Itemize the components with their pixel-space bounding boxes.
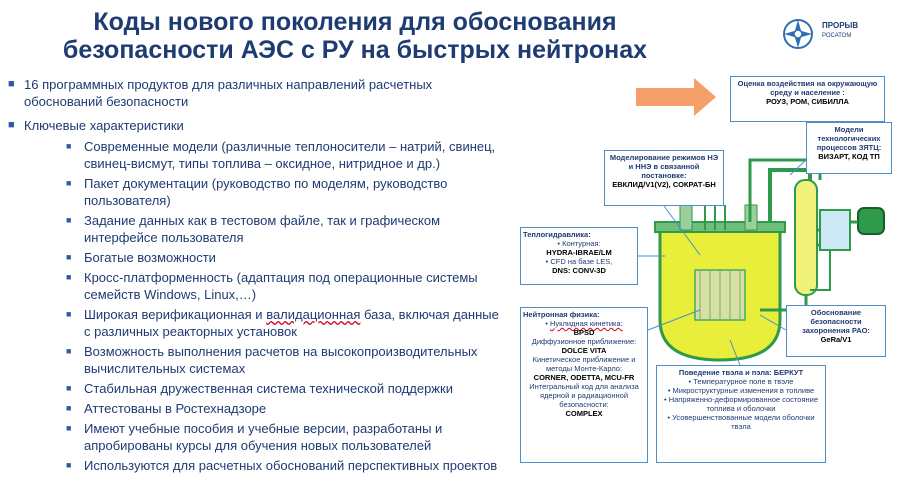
neutron-line-4-code: COMPLEX xyxy=(565,409,603,418)
sub-bullet-marker-icon: ■ xyxy=(66,383,72,393)
thermo-line-2-code: DNS: CONV-3D xyxy=(552,266,606,275)
neutron-line-1-code: BPSD xyxy=(573,328,595,337)
neutron-line-3-code: CORNER, ODETTA, MCU-FR xyxy=(533,373,635,382)
sub-bullet-text: Современные модели (различные теплоносители – натрий, свинец, свинец-висмут, типы топлива – оксидное, нитридное и др.) xyxy=(84,139,496,171)
thermo-line-2: • CFD на базе LES, xyxy=(545,257,613,266)
coupled-modeling-codes: ЕВКЛИД/V1(V2), СОКРАТ-БН xyxy=(612,180,716,189)
sub-bullet-marker-icon: ■ xyxy=(66,252,72,262)
bullet-text: Ключевые характеристики xyxy=(24,118,184,133)
sub-bullet-marker-icon: ■ xyxy=(66,423,72,433)
title-line-1: Коды нового поколения для обоснования xyxy=(93,8,617,36)
thermo-line-1-code: HYDRA-IBRAE/LM xyxy=(546,248,612,257)
logo-sub: РОСАТОМ xyxy=(822,33,852,39)
thermo-title: Теплогидравлика: xyxy=(523,230,591,239)
sub-bullet-marker-icon: ■ xyxy=(66,178,72,188)
fuel-item: • Микроструктурные изменения в топливе xyxy=(667,386,815,395)
rao-title: Обоснование безопасности захоронения РАО: xyxy=(802,308,870,335)
sub-bullet-text: Возможность выполнения расчетов на высокопроизводительных вычислительных системах xyxy=(84,344,478,376)
sub-bullet-text: Задание данных как в тестовом файле, так и графическом интерфейсе пользователя xyxy=(84,213,441,245)
sub-bullet-text: Имеют учебные пособия и учебные версии, разработаны и апробированы курсы для обучения новых пользователей xyxy=(84,421,443,453)
sub-bullet-text: Стабильная дружественная система технической поддержки xyxy=(84,381,453,396)
neutron-line-2: Диффузионное приближение: xyxy=(531,337,637,346)
sub-bullet-text: Богатые возможности xyxy=(84,250,216,265)
tech-process-title: Модели технологических процессов ЗЯТЦ: xyxy=(816,125,882,152)
neutron-line-2-code: DOLCE VITA xyxy=(561,346,607,355)
fuel-item: • Напряженно-деформированное состояние топлива и оболочки xyxy=(663,395,819,413)
sub-bullet-marker-icon: ■ xyxy=(66,346,72,356)
fuel-title: Поведение твэла и пэла: БЕРКУТ xyxy=(678,368,804,377)
fuel-item: • Температурное поле в твэле xyxy=(688,377,794,386)
bullet-marker-icon: ■ xyxy=(8,119,15,131)
coupled-modeling-title: Моделирование режимов НЭ и ННЭ в связанной постановке: xyxy=(609,153,719,180)
bullet-text: 16 программных продуктов для различных направлений расчетных обоснований безопасности xyxy=(24,77,433,109)
sub-bullet-text: Пакет документации (руководство по моделям, руководство пользователя) xyxy=(84,176,448,208)
logo-name: ПРОРЫВ xyxy=(822,21,859,30)
sub-bullet-marker-icon: ■ xyxy=(66,272,72,282)
thermo-line-1: • Контурная: xyxy=(557,239,601,248)
env-impact-title: Оценка воздействия на окружающую среду и население : xyxy=(737,79,878,97)
neutron-line-3: Кинетическое приближение и методы Монте-Карло: xyxy=(532,355,636,373)
sub-bullet-text: Широкая верификационная и валидационная база, включая данные с различных реакторных установок xyxy=(84,307,499,339)
sub-bullet-text: Кросс-платформенность (адаптация под операционные системы семейств Windows, Linux,…) xyxy=(84,270,478,302)
title-line-2: безопасности АЭС с РУ на быстрых нейтронах xyxy=(62,36,648,64)
neutron-line-1: • Нуклидная кинетика: xyxy=(545,319,623,328)
neutron-title: Нейтронная физика: xyxy=(523,310,600,319)
sub-bullet-text: Используются для расчетных обоснований перспективных проектов xyxy=(84,458,498,473)
bullet-marker-icon: ■ xyxy=(8,78,15,90)
sub-bullet-text: Аттестованы в Ростехнадзоре xyxy=(84,401,267,416)
sub-bullet-marker-icon: ■ xyxy=(66,215,72,225)
rao-codes: GeRa/V1 xyxy=(820,335,852,344)
fuel-item: • Усовершенствованные модели оболочки твэла xyxy=(667,413,815,431)
sub-bullet-marker-icon: ■ xyxy=(66,403,72,413)
sub-bullet-marker-icon: ■ xyxy=(66,141,72,151)
tech-process-codes: ВИЗАРТ, КОД ТП xyxy=(818,152,880,161)
neutron-line-4: Интегральный код для анализа ядерной и радиационной безопасности: xyxy=(529,382,639,409)
env-impact-codes: РОУЗ, РОМ, СИБИЛЛА xyxy=(766,97,849,106)
sub-bullet-marker-icon: ■ xyxy=(66,309,72,319)
sub-bullet-marker-icon: ■ xyxy=(66,460,72,470)
